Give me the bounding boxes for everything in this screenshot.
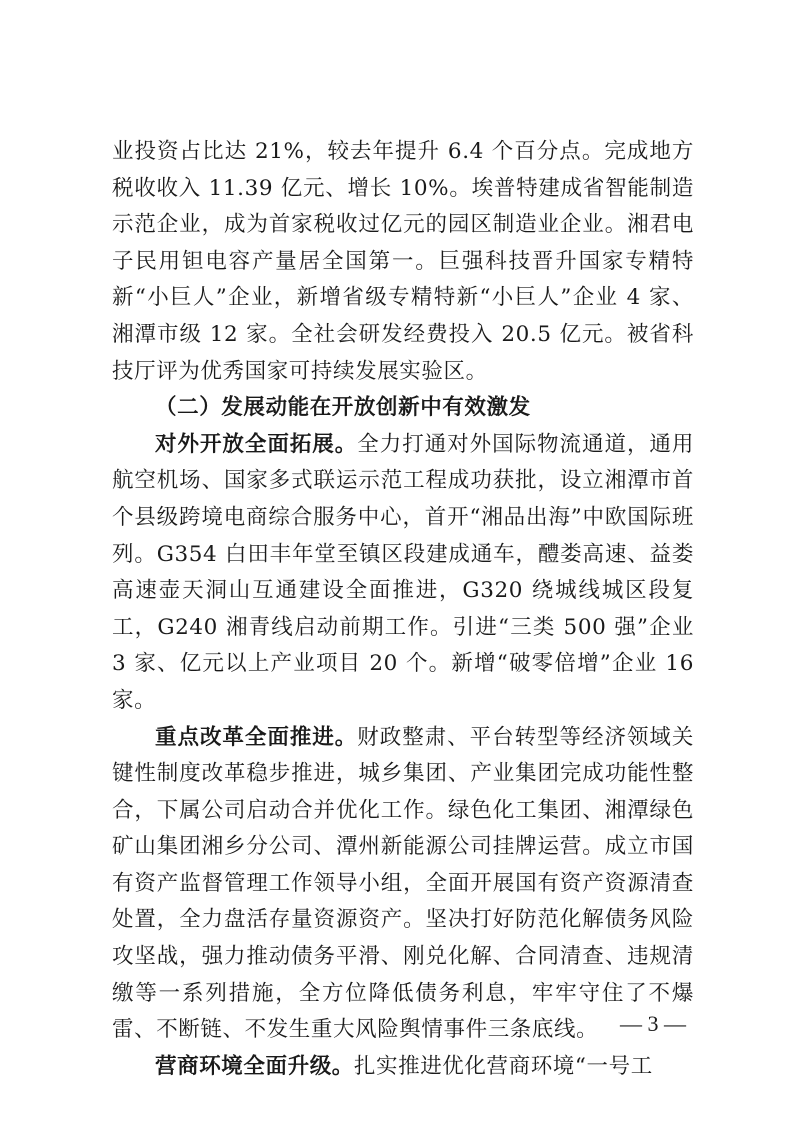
- section-paragraph-opening: [112, 427, 694, 720]
- section-paragraph-business-environment: [112, 1049, 694, 1086]
- body-paragraph: 业投资占比达 21%，较去年提升 6.4 个百分点。完成地方税收收入 11.39 亿元、增长 10%。埃普特建成省智能制造示范企业，成为首家税收过亿元的园区制造业企业。湘君电子民用钽电容产量居全国第一。巨强科技晋升国家专精特新“小巨人”企业，新增省级专精特新“小巨人”企业 4 家、湘潭市级 12 家。全社会研发经费投入 20.5 亿元。被省科技厅评为优秀国家可持续发展实验区。: [112, 139, 694, 384]
- section-text-opening: 全力打通对外国际物流通道，通用航空机场、国家多式联运示范工程成功获批，设立湘潭市首个县级跨境电商综合服务中心，首开“湘品出海”中欧国际班列。G354 白田丰年堂至镇区段建成通车，醴娄高速、益娄高速壶天洞山互通建设全面推进，G320 绕城线城区段复工，G240 湘青线启动前期工作。引进“三类 500 强”企业 3 家、亿元以上产业项目 20 个。新增“破零倍增”企业 16 家。: [112, 431, 694, 713]
- section-lead-reform: 重点改革全面推进。: [155, 724, 358, 750]
- document-page: [112, 134, 694, 1085]
- page-number: — 3 —: [620, 1011, 686, 1036]
- section-heading: （二）发展动能在开放创新中有效激发: [155, 395, 531, 421]
- section-text-business-environment: 扎实推进优化营商环境“一号工: [353, 1053, 653, 1079]
- section-text-reform: 财政整肃、平台转型等经济领域关键性制度改革稳步推进，城乡集团、产业集团完成功能性整合，下属公司启动合并优化工作。绿色化工集团、湘潭绿色矿山集团湘乡分公司、潭州新能源公司挂牌运营。成立市国有资产监督管理工作领导小组，全面开展国有资产资源清查处置，全力盘活存量资源资产。坚决打好防范化解债务风险攻坚战，强力推动债务平滑、刚兑化解、合同清查、违规清缴等一系列措施，全方位降低债务利息，牢牢守住了不爆雷、不断链、不发生重大风险舆情事件三条底线。: [112, 724, 694, 1043]
- section-paragraph-reform: [112, 720, 694, 1049]
- section-lead-business-environment: 营商环境全面升级。: [155, 1053, 354, 1079]
- section-lead-opening: 对外开放全面拓展。: [155, 431, 358, 457]
